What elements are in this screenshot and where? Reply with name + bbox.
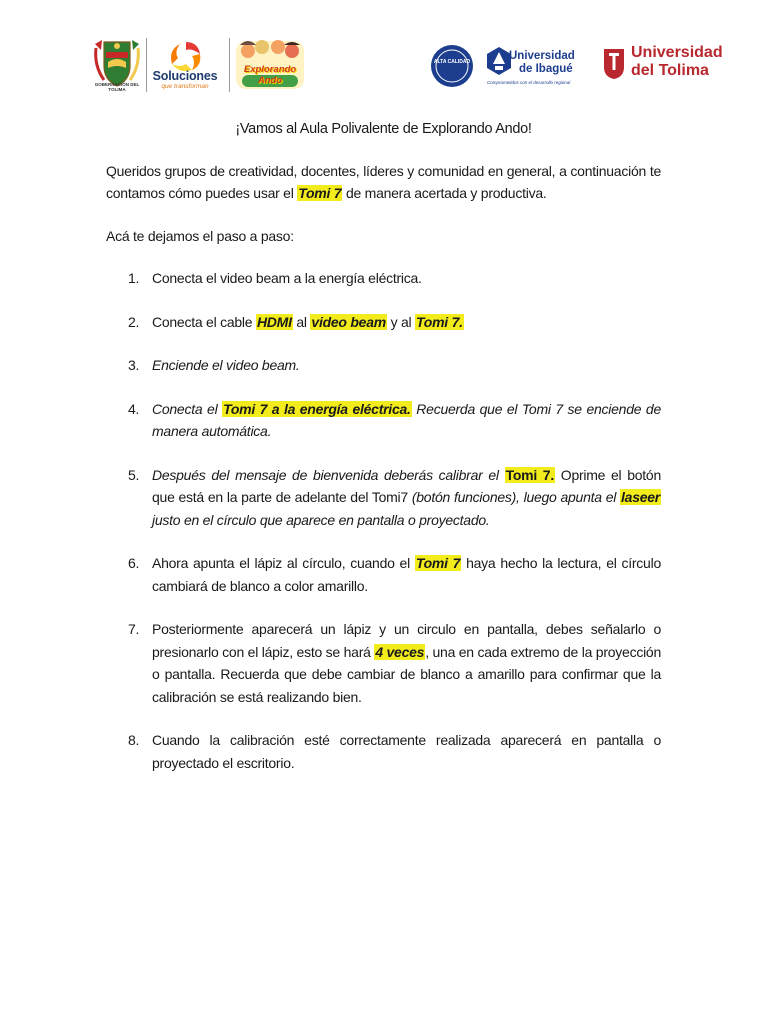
gobernacion-caption: GOBERNACIÓN DEL TOLIMA — [94, 82, 140, 92]
tolima-line2: del Tolima — [631, 62, 709, 79]
step-number: 4. — [128, 400, 140, 417]
step-item — [106, 552, 661, 597]
step-number: 6. — [128, 555, 140, 571]
step-text: haya hecho la lectura, el círculo cambiará de blanco a color amarillo. — [152, 555, 661, 594]
logo-header — [0, 0, 768, 110]
step-text: Conecta el — [152, 400, 223, 417]
step-item — [106, 354, 661, 377]
step-text: Posteriormente aparecerá un lápiz y un circulo en pantalla, debes señalarlo o presionarlo con el lápiz, esto se hará — [152, 621, 661, 660]
universidad-ibague-name — [509, 50, 579, 76]
step-text: y al — [386, 313, 416, 330]
document-title: ¡Vamos al Aula Polivalente de Explorando Ando! — [235, 121, 532, 137]
step-text: Recuerda que el Tomi 7 se enciende de manera automática. — [152, 400, 661, 439]
intro-text-end: de manera acertada y productiva. — [342, 185, 547, 201]
step-number: 2. — [128, 313, 140, 330]
step-text: Cuando la calibración esté correctamente realizada aparecerá en pantalla o proyectado el escritorio. — [152, 732, 661, 771]
intro-highlight-tomi: Tomi 7 — [298, 185, 342, 201]
soluciones-wordmark: Soluciones — [152, 69, 218, 83]
highlight-tomi: Tomi 7. — [416, 313, 463, 330]
highlight-hdmi: HDMI — [256, 313, 292, 330]
step-item — [106, 618, 661, 708]
intro-paragraph — [106, 160, 661, 205]
ibague-line2: de Ibagué — [519, 63, 573, 75]
step-text: al — [292, 313, 311, 330]
step-text: Conecta el video beam a la energía eléctrica. — [152, 270, 422, 286]
step-text: justo en el círculo que aparece en pantalla o proyectado. — [152, 511, 490, 528]
highlight-tomi: Tomi 7 — [415, 555, 461, 571]
step-number: 3. — [128, 357, 140, 373]
alta-calidad-label: ALTA CALIDAD — [433, 59, 471, 65]
step-text: Conecta el cable — [152, 313, 256, 330]
alta-calidad-seal-icon — [430, 44, 474, 88]
steps-list — [106, 267, 661, 774]
step-item — [106, 464, 661, 532]
step-item — [106, 729, 661, 774]
step-number: 7. — [128, 621, 140, 637]
intro-text: Queridos grupos de creatividad, docentes, líderes y comunidad en general, a continuación te contamos cómo puedes usar el — [106, 162, 661, 201]
highlight-laseer: laseer — [621, 489, 660, 505]
step-text: Enciende el video beam. — [152, 357, 300, 373]
step-item — [106, 311, 661, 334]
step-text: Oprime el botón que está en la parte de adelante del Tomi7 — [152, 466, 662, 505]
step-text: (botón funciones), luego apunta el — [411, 489, 621, 505]
highlight-video-beam: video beam — [311, 313, 386, 330]
step-number: 1. — [128, 270, 140, 286]
highlight-tomi: Tomi 7. — [505, 466, 554, 483]
lead-paragraph: Acá te dejamos el paso a paso: — [106, 227, 294, 244]
ibague-tagline: Comprometidos con el desarrollo regional — [487, 80, 571, 85]
highlight-tomi-energia: Tomi 7 a la energía eléctrica. — [223, 400, 411, 417]
explorando-ando-wordmark: Explorando Ando — [243, 64, 297, 86]
step-item — [106, 267, 661, 290]
universidad-tolima-emblem-icon — [602, 47, 626, 81]
logo-divider — [146, 38, 147, 92]
document-body — [106, 118, 661, 795]
step-text: , una en cada extremo de la proyección o pantalla. Recuerda que debe cambiar de blanco a amarillo para confirmar que la calibración se está realizando bien. — [152, 643, 661, 705]
soluciones-tagline: que transforman — [161, 83, 209, 90]
ibague-line1: Universidad — [509, 50, 575, 62]
step-item — [106, 398, 661, 443]
step-text: Ahora apunta el lápiz al círculo, cuando el — [152, 555, 415, 571]
logo-divider — [229, 38, 230, 92]
tolima-line1: Universidad — [631, 44, 723, 61]
highlight-4-veces: 4 veces — [375, 643, 425, 660]
universidad-tolima-name — [631, 44, 731, 80]
step-number: 5. — [128, 466, 140, 483]
step-number: 8. — [128, 732, 140, 748]
step-text: Después del mensaje de bienvenida deberás calibrar el — [152, 466, 505, 483]
